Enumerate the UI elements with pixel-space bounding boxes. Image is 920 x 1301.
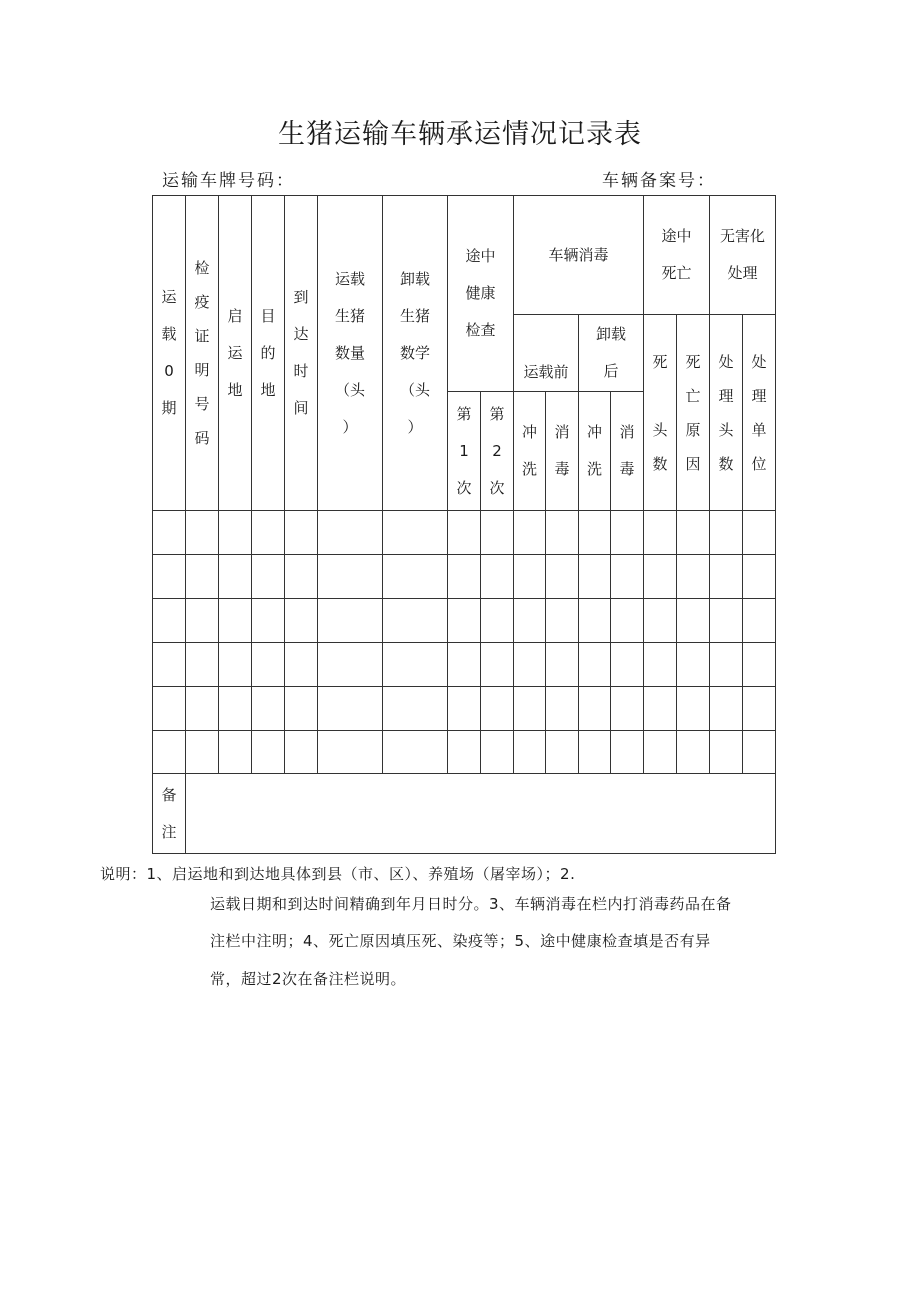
table-row bbox=[153, 599, 776, 643]
header-second-check: 第 2 次 bbox=[481, 392, 514, 511]
header-death-cause: 死 亡 原 因 bbox=[677, 315, 710, 511]
header-unloaded-count: 卸载 生猪 数学 （头 ） bbox=[383, 196, 448, 511]
table-row bbox=[153, 555, 776, 599]
table-row bbox=[153, 687, 776, 731]
record-table bbox=[152, 195, 776, 854]
notes-line-3: 注栏中注明；4、死亡原因填压死、染疫等；5、途中健康检查填是否有异 bbox=[210, 932, 711, 950]
header-death-count: 死 头 数 bbox=[644, 315, 677, 511]
header-quarantine-cert: 检 疫 证 明 号 码 bbox=[186, 196, 219, 511]
table-row bbox=[153, 643, 776, 687]
notes-line-4: 常，超过2次在备注栏说明。 bbox=[210, 970, 407, 988]
filing-number-label: 车辆备案号： bbox=[602, 171, 716, 191]
header-health-check: 途中 健康 检查 bbox=[448, 196, 514, 392]
plate-number-label: 运输车牌号码： bbox=[162, 171, 295, 191]
header-destination: 目 的 地 bbox=[252, 196, 285, 511]
table-row bbox=[153, 511, 776, 555]
header-death: 途中 死亡 bbox=[644, 196, 710, 315]
notes-line-2: 运载日期和到达时间精确到年月日时分。3、车辆消毒在栏内打消毒药品在备 bbox=[210, 895, 732, 913]
header-disinfection: 车辆消毒 bbox=[514, 196, 644, 315]
header-first-check: 第 1 次 bbox=[448, 392, 481, 511]
notes-line-1: 说明：1、启运地和到达地具体到县（市、区）、养殖场（屠宰场）；2. bbox=[100, 865, 576, 883]
remarks-label: 备 注 bbox=[153, 774, 186, 854]
remarks-field[interactable] bbox=[186, 774, 776, 854]
header-after-unloading: 卸载 后 bbox=[579, 315, 644, 392]
header-origin: 启 运 地 bbox=[219, 196, 252, 511]
header-arrival-time: 到 达 时 间 bbox=[285, 196, 318, 511]
header-processed-count: 处 理 头 数 bbox=[710, 315, 743, 511]
header-loaded-count: 运载 生猪 数量 （头 ） bbox=[318, 196, 383, 511]
header-disinfect-before: 消 毒 bbox=[546, 392, 579, 511]
header-wash-before: 冲 洗 bbox=[514, 392, 546, 511]
table-row bbox=[153, 731, 776, 774]
header-harmless: 无害化 处理 bbox=[710, 196, 776, 315]
header-processing-unit: 处 理 单 位 bbox=[743, 315, 776, 511]
header-before-loading: 运载前 bbox=[514, 315, 579, 392]
header-wash-after: 冲 洗 bbox=[579, 392, 611, 511]
header-disinfect-after: 消 毒 bbox=[611, 392, 644, 511]
page-title: 生猪运输车辆承运情况记录表 bbox=[278, 119, 642, 150]
header-transport-date: 运 载 0 期 bbox=[153, 196, 186, 511]
